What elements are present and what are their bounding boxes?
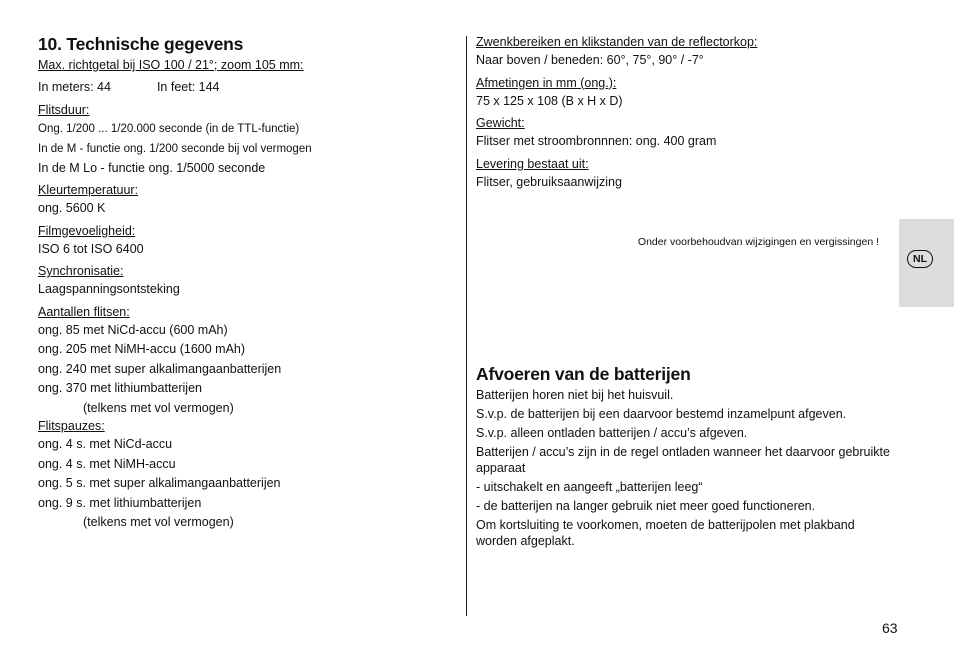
disposal-paragraph: - uitschakelt en aangeeft „batterijen leeg“ bbox=[476, 480, 703, 494]
disposal-paragraph: Batterijen horen niet bij het huisvuil. bbox=[476, 388, 674, 402]
swivel-value: Naar boven / beneden: 60°, 75°, 90° / -7° bbox=[476, 53, 704, 67]
flash-count-line: ong. 205 met NiMH-accu (1600 mAh) bbox=[38, 342, 246, 356]
dimensions-value: 75 x 125 x 108 (B x H x D) bbox=[476, 93, 623, 108]
sync-value: Laagspanningsontsteking bbox=[38, 282, 180, 296]
disposal-paragraph: Batterijen / accu’s zijn in de regel ontladen wanneer het daarvoor gebruikte apparaat bbox=[476, 445, 890, 475]
delivery-label: Levering bestaat uit: bbox=[476, 156, 589, 171]
flash-count-line: ong. 85 met NiCd-accu (600 mAh) bbox=[38, 322, 228, 337]
recycle-label: Flitspauzes: bbox=[38, 419, 105, 433]
recycle-line: ong. 4 s. met NiCd-accu bbox=[38, 437, 173, 451]
disclaimer: Onder voorbehoudvan wijzigingen en vergissingen ! bbox=[637, 236, 879, 248]
recycle-line: ong. 4 s. met NiMH-accu bbox=[38, 456, 176, 471]
flash-duration-line: Ong. 1/200 ... 1/20.000 seconde (in de TTL-functie) bbox=[38, 122, 300, 135]
sync-label: Synchronisatie: bbox=[38, 264, 124, 278]
delivery-value: Flitser, gebruiksaanwijzing bbox=[476, 174, 622, 189]
page-number: 63 bbox=[882, 620, 898, 636]
flash-count-line: ong. 240 met super alkalimangaanbatterijen bbox=[38, 361, 282, 376]
swivel-label: Zwenkbereiken en klikstanden van de reflectorkop: bbox=[476, 35, 758, 49]
disposal-paragraph: S.v.p. de batterijen bij een daarvoor bestemd inzamelpunt afgeven. bbox=[476, 407, 847, 421]
disposal-section bbox=[476, 364, 896, 552]
recycle-note: (telkens met vol vermogen) bbox=[83, 515, 234, 529]
guide-number-values bbox=[38, 78, 448, 98]
flash-count-line: ong. 370 met lithiumbatterijen bbox=[38, 381, 202, 395]
guide-meters: In meters: 44 bbox=[38, 80, 111, 94]
guide-feet: In feet: 144 bbox=[156, 80, 220, 94]
specs-column bbox=[476, 34, 896, 192]
disposal-paragraph: Om kortsluiting te voorkomen, moeten de batterijpolen met plakband worden afgeplakt. bbox=[476, 518, 855, 548]
film-speed-value: ISO 6 tot ISO 6400 bbox=[38, 241, 144, 256]
recycle-line: ong. 9 s. met lithiumbatterijen bbox=[38, 495, 202, 510]
flash-duration-line: In de M - functie ong. 1/200 seconde bij vol vermogen bbox=[38, 142, 312, 155]
disposal-paragraph: - de batterijen na langer gebruik niet meer goed functioneren. bbox=[476, 499, 816, 513]
color-temp-value: ong. 5600 K bbox=[38, 201, 106, 215]
weight-label: Gewicht: bbox=[476, 116, 525, 130]
flash-count-note: (telkens met vol vermogen) bbox=[83, 400, 234, 415]
language-badge: NL bbox=[907, 250, 933, 268]
flash-count-label: Aantallen flitsen: bbox=[38, 304, 130, 319]
flash-duration-label: Flitsduur: bbox=[38, 102, 90, 117]
flash-duration-line: In de M Lo - functie ong. 1/5000 seconde bbox=[38, 160, 266, 175]
disposal-paragraph: S.v.p. alleen ontladen batterijen / accu’s afgeven. bbox=[476, 426, 748, 440]
disposal-title: Afvoeren van de batterijen bbox=[476, 364, 691, 384]
color-temp-label: Kleurtemperatuur: bbox=[38, 183, 139, 197]
column-divider bbox=[466, 36, 467, 616]
recycle-line: ong. 5 s. met super alkalimangaanbatterijen bbox=[38, 476, 281, 490]
film-speed-label: Filmgevoeligheid: bbox=[38, 223, 136, 238]
technical-data-column bbox=[38, 34, 448, 533]
dimensions-label: Afmetingen in mm (ong.): bbox=[476, 75, 617, 90]
section-title: 10. Technische gegevens bbox=[38, 34, 244, 54]
weight-value: Flitser met stroombronnnen: ong. 400 gram bbox=[476, 134, 717, 148]
guide-number-label: Max. richtgetal bij ISO 100 / 21°; zoom 105 mm: bbox=[38, 58, 304, 72]
